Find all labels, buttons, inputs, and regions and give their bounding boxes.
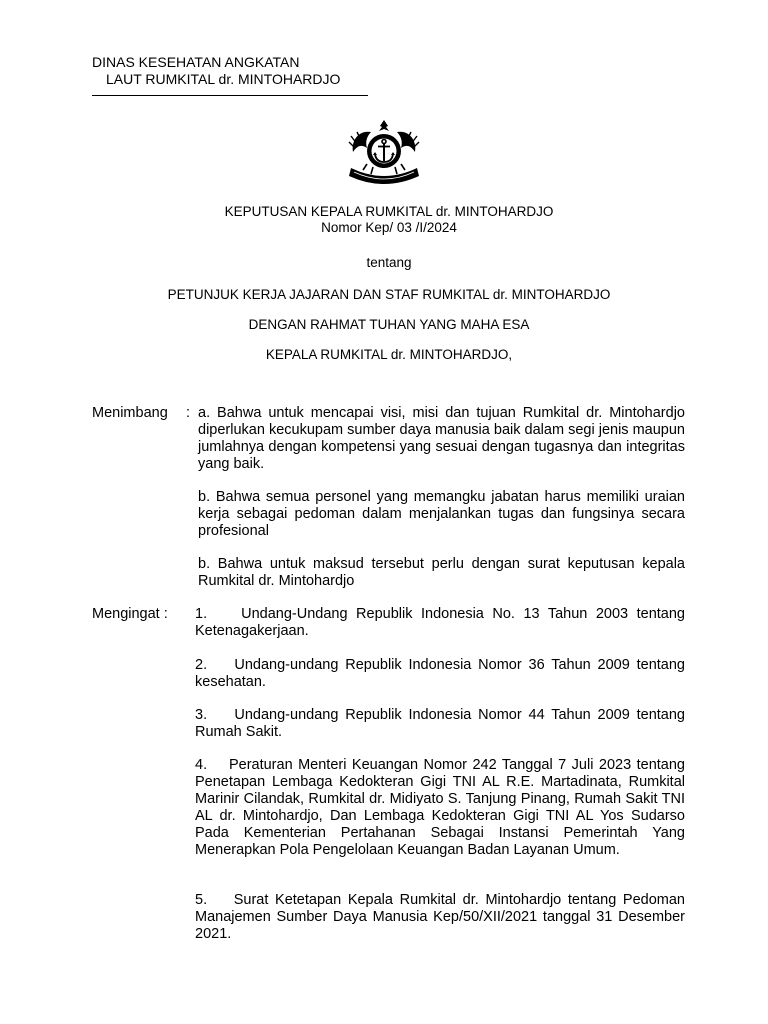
menimbang-colon: : xyxy=(186,405,191,421)
agency-name-line-2: LAUT RUMKITAL dr. MINTOHARDJO xyxy=(106,71,341,87)
decree-title: KEPUTUSAN KEPALA RUMKITAL dr. MINTOHARDJO xyxy=(224,204,554,219)
agency-name-line-1: DINAS KESEHATAN ANGKATAN xyxy=(92,54,300,70)
authority-line: KEPALA RUMKITAL dr. MINTOHARDJO, xyxy=(265,347,513,362)
menimbang-item-a: a. Bahwa untuk mencapai visi, misi dan tujuan Rumkital dr. Mintohardjo diperlukan kecukupam sumber daya manusia baik dalam segi jenis maupun jumlahnya dengan kompetensi yang sesuai dengan tugasnya dan integritas yang baik. xyxy=(198,405,685,472)
navy-anchor-emblem-icon xyxy=(345,118,423,194)
blessing-line: DENGAN RAHMAT TUHAN YANG MAHA ESA xyxy=(248,317,530,332)
decree-number: Nomor Kep/ 03 /I/2024 xyxy=(321,220,457,235)
decree-subject: PETUNJUK KERJA JAJARAN DAN STAF RUMKITAL dr. MINTOHARDJO xyxy=(167,287,611,302)
menimbang-item-c: b. Bahwa untuk maksud tersebut perlu dengan surat keputusan kepala Rumkital dr. Mintohardjo xyxy=(198,556,685,589)
header-divider xyxy=(92,95,368,96)
mengingat-item-3: 3. Undang-undang Republik Indonesia Nomor 44 Tahun 2009 tentang Rumah Sakit. xyxy=(195,707,690,740)
mengingat-label: Mengingat : xyxy=(92,606,168,622)
about-word: tentang xyxy=(366,255,412,270)
mengingat-item-4: 4. Peraturan Menteri Keuangan Nomor 242 Tanggal 7 Juli 2023 tentang Penetapan Lembaga Kedokteran Gigi TNI AL R.E. Martadinata, Rumkital Marinir Cilandak, Rumkital dr. Midiyato S. Tanjung Pinang, Rumah Sakit TNI AL dr. Mintohardjo, Dan Lembaga Kedokteran Gigi TNI AL Yos Sudarso Pada Kementerian Pertahanan Sebagai Instansi Pemerintah Yang Menerapkan Pola Pengelolaan Keuangan Badan Layanan Umum. xyxy=(195,757,690,858)
mengingat-item-1: 1. Undang-Undang Republik Indonesia No. 13 Tahun 2003 tentang Ketenagakerjaan. xyxy=(195,606,690,639)
menimbang-label: Menimbang xyxy=(92,405,168,421)
menimbang-item-b: b. Bahwa semua personel yang memangku jabatan harus memiliki uraian kerja sebagai pedoman dalam menjalankan tugas dan fungsinya secara profesional xyxy=(198,489,685,539)
mengingat-item-5: 5. Surat Ketetapan Kepala Rumkital dr. Mintohardjo tentang Pedoman Manajemen Sumber Daya Manusia Kep/50/XII/2021 tanggal 31 Desember 2021. xyxy=(195,892,690,942)
mengingat-item-2: 2. Undang-undang Republik Indonesia Nomor 36 Tahun 2009 tentang kesehatan. xyxy=(195,657,690,690)
